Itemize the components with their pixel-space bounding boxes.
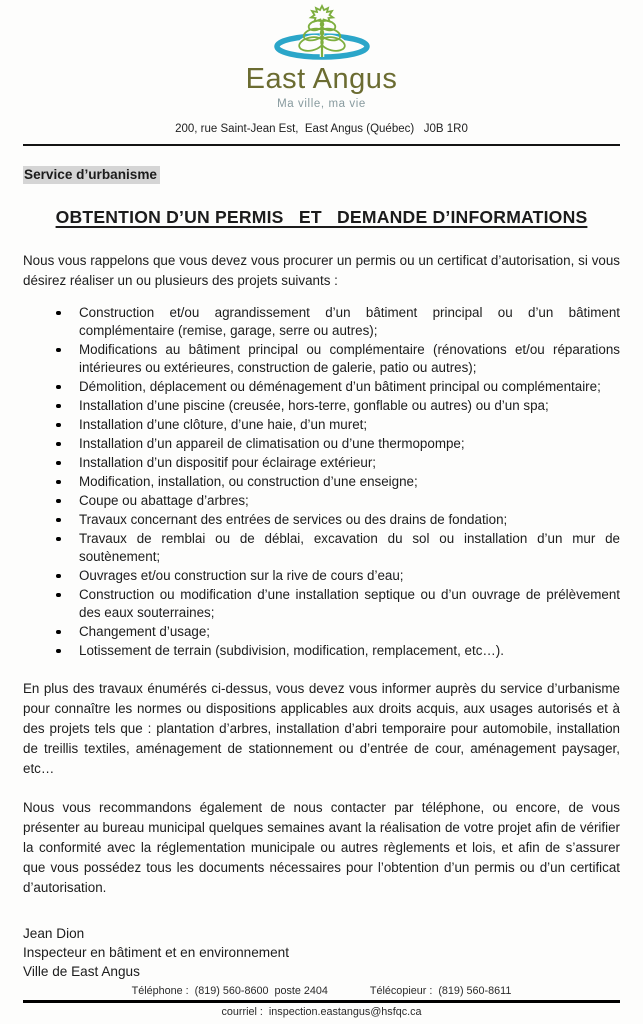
header-divider bbox=[23, 144, 620, 146]
tree-swoosh-logo-icon bbox=[271, 4, 373, 62]
project-list-item: Démolition, déplacement ou déménagement d’un bâtiment principal ou complémentaire; bbox=[56, 378, 620, 396]
document-body bbox=[23, 167, 620, 981]
fax-label: Télécopieur : bbox=[369, 985, 433, 997]
phone-label: Téléphone : bbox=[131, 985, 189, 997]
project-list-item: Construction ou modification d’une installation septique ou d’un ouvrage de prélèvement des eaux souterraines; bbox=[56, 586, 620, 622]
project-list-item: Modifications au bâtiment principal ou complémentaire (rénovations et/ou réparations intérieures ou extérieures, construction de galerie, patio ou autres); bbox=[56, 341, 620, 377]
intro-paragraph: Nous vous rappelons que vous devez vous procurer un permis ou un certificat d’autorisation, si vous désirez réaliser un ou plusieurs des projets suivants : bbox=[23, 253, 620, 288]
email-label: courriel : bbox=[221, 1006, 263, 1018]
project-list bbox=[23, 304, 620, 660]
letterhead bbox=[23, 4, 620, 146]
project-list-item: Travaux concernant des entrées de services ou des drains de fondation; bbox=[56, 511, 620, 529]
email-address: inspection.eastangus@hsfqc.ca bbox=[268, 1006, 422, 1018]
project-list-item: Lotissement de terrain (subdivision, modification, remplacement, etc…). bbox=[56, 642, 620, 660]
organization-name: East Angus bbox=[245, 63, 398, 95]
document-title: OBTENTION D’UN PERMIS ET DEMANDE D’INFORMATIONS bbox=[55, 207, 588, 227]
project-list-item: Construction et/ou agrandissement d’un bâtiment principal ou d’un bâtiment complémentaire (remise, garage, serre ou autres); bbox=[56, 304, 620, 340]
project-list-item: Coupe ou abattage d’arbres; bbox=[56, 492, 620, 510]
organization-address: 200, rue Saint-Jean Est, East Angus (Québec) J0B 1R0 bbox=[175, 123, 468, 135]
project-list-item: Travaux de remblai ou de déblai, excavation du sol ou installation d’un mur de soutènement; bbox=[56, 530, 620, 566]
footer-divider bbox=[23, 1000, 620, 1003]
recommendation-paragraph: Nous vous recommandons également de nous contacter par téléphone, ou encore, de vous présenter au bureau municipal quelques semaines avant la réalisation de votre projet afin de vérifier la conformité avec la réglementation municipale ou autres règlements et lois, et afin de s’assurer que vous possédez tous les documents nécessaires pour l’obtention d’un permis ou d’un certificat d’autorisation. bbox=[23, 800, 620, 895]
project-list-item: Installation d’un appareil de climatisation ou d’une thermopompe; bbox=[56, 435, 620, 453]
project-list-item: Changement d’usage; bbox=[56, 623, 620, 641]
signature-block bbox=[23, 924, 620, 981]
email-line bbox=[23, 1006, 620, 1018]
contact-line bbox=[23, 985, 620, 997]
additional-info-paragraph: En plus des travaux énumérés ci-dessus, vous devez vous informer auprès du service d’urbanisme pour connaître les normes ou dispositions applicables aux droits acquis, aux usages autorisés et à des projets tels que : plantation d’arbres, installation d’abri temporaire pour automobile, installation de treillis textiles, aménagement de stationnement ou d’entrée de cour, aménagement paysager, etc… bbox=[23, 681, 620, 776]
signatory-title: Inspecteur en bâtiment et en environnement bbox=[23, 945, 290, 960]
department-label: Service d’urbanisme bbox=[23, 166, 160, 184]
signatory-name: Jean Dion bbox=[23, 926, 85, 941]
signatory-organization: Ville de East Angus bbox=[23, 964, 140, 979]
municipal-logo bbox=[23, 4, 620, 62]
organization-tagline: Ma ville, ma vie bbox=[277, 98, 366, 110]
page-footer bbox=[23, 985, 620, 1018]
project-list-item: Installation d’un dispositif pour éclairage extérieur; bbox=[56, 454, 620, 472]
department-heading bbox=[23, 167, 620, 182]
project-list-item: Modification, installation, ou construction d’une enseigne; bbox=[56, 473, 620, 491]
project-list-item: Installation d’une clôture, d’une haie, d’un muret; bbox=[56, 416, 620, 434]
project-list-item: Ouvrages et/ou construction sur la rive de cours d’eau; bbox=[56, 567, 620, 585]
fax-number: (819) 560-8611 bbox=[438, 985, 512, 997]
project-list-item: Installation d’une piscine (creusée, hors-terre, gonflable ou autres) ou d’un spa; bbox=[56, 397, 620, 415]
phone-number: (819) 560-8600 poste 2404 bbox=[194, 985, 328, 997]
